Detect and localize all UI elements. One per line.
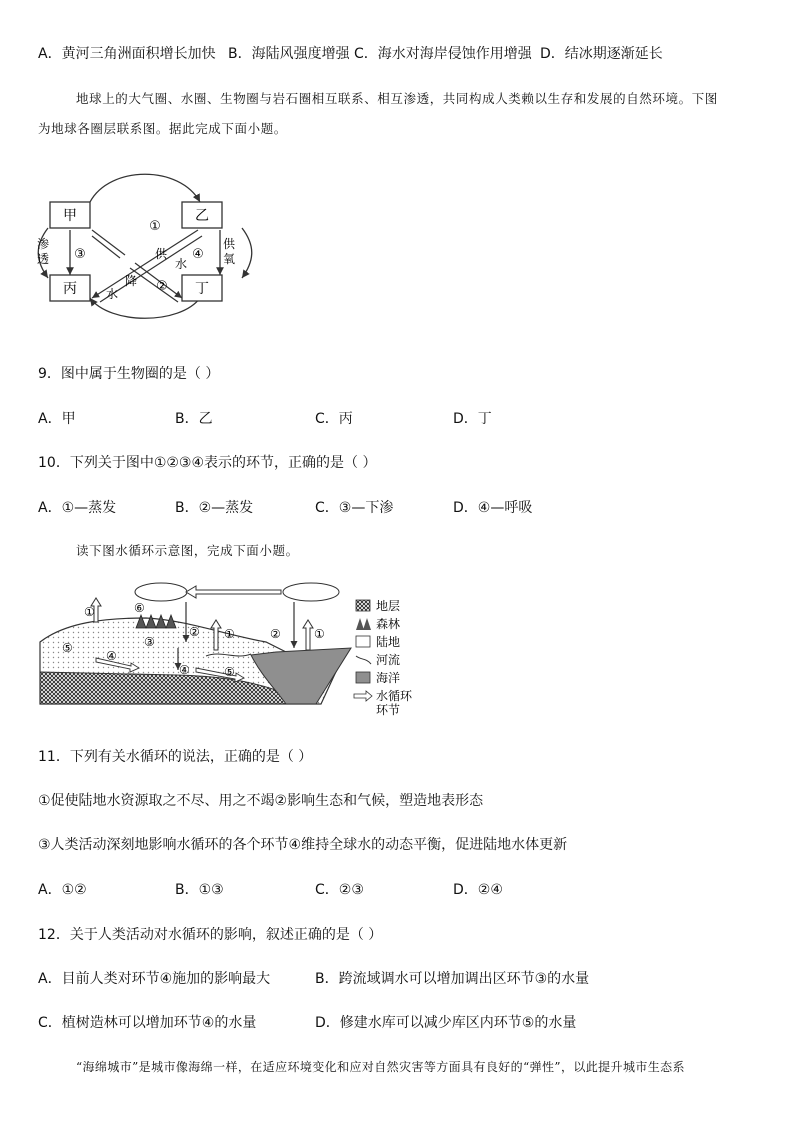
- passage1-line1: 地球上的大气圈、水圈、生物圈与岩石圈相互联系、相互渗透，共同构成人类赖以生存和发展的自然环境。下图: [76, 91, 718, 106]
- arrow-evap-ocean: [303, 620, 313, 650]
- q12-stem: 12．关于人类活动对水循环的影响，叙述正确的是（ ）: [38, 927, 383, 943]
- passage2: 读下图水循环示意图，完成下面小题。: [76, 543, 299, 558]
- num-1: ①: [149, 219, 161, 234]
- legend-strata-swatch: [356, 600, 370, 611]
- num-4: ④: [192, 247, 204, 262]
- dg-n5a: ⑤: [62, 641, 73, 655]
- vapor-transport-arrow: [186, 586, 281, 598]
- legend-land: 陆地: [376, 635, 401, 649]
- legend-forest: 森林: [376, 617, 401, 631]
- q9-option-c[interactable]: C．丙: [315, 411, 353, 427]
- q12-option-a[interactable]: A．目前人类对环节④施加的影响最大: [38, 971, 271, 987]
- sphere-relationship-diagram: [30, 160, 260, 320]
- q10-stem: 10．下列关于图中①②③④表示的环节，正确的是（ ）: [38, 455, 377, 471]
- label-ding: 丁: [195, 281, 209, 297]
- legend-ocean-swatch: [356, 672, 370, 683]
- dg-n5b: ⑤: [224, 665, 235, 679]
- legend-land-swatch: [356, 636, 370, 647]
- label-shui-mid: 水: [174, 257, 188, 271]
- q11-option-d[interactable]: D．②④: [453, 882, 503, 898]
- dg-n1a: ①: [84, 605, 95, 619]
- q11-option-b[interactable]: B．①③: [175, 882, 224, 898]
- q9-option-a[interactable]: A．甲: [38, 411, 76, 427]
- passage3: “海绵城市”是城市像海绵一样，在适应环境变化和应对自然灾害等方面具有良好的“弹性”，以此提升城市生态系: [76, 1060, 685, 1074]
- legend: [354, 598, 413, 717]
- q10-option-b[interactable]: B．②—蒸发: [175, 500, 254, 516]
- q10-option-d[interactable]: D．④—呼吸: [453, 500, 533, 516]
- dg-n3: ③: [144, 635, 155, 649]
- dg-n2a: ②: [189, 625, 200, 639]
- label-yang: 氧: [222, 252, 236, 266]
- cloud-left: [135, 583, 187, 601]
- label-bing: 丙: [63, 281, 77, 297]
- water-cycle-diagram: [36, 580, 436, 720]
- label-yi: 乙: [195, 208, 209, 224]
- num-2: ②: [156, 279, 168, 294]
- option-c-prev: C．海水对海岸侵蚀作用增强: [354, 46, 532, 62]
- q11-option-c[interactable]: C．②③: [315, 882, 364, 898]
- dg-n4a: ④: [106, 649, 117, 663]
- label-gong-mid: 供: [154, 247, 168, 261]
- legend-cycle-2: 环节: [376, 703, 401, 717]
- q9-option-b[interactable]: B．乙: [175, 411, 213, 427]
- dg-n1b: ①: [224, 627, 235, 641]
- option-a-prev: A．黄河三角洲面积增长加快: [38, 46, 216, 62]
- arc-top: [90, 174, 200, 202]
- legend-cycle-1: 水循环: [376, 689, 413, 703]
- passage1-line2: 为地球各圈层联系图。据此完成下面小题。: [38, 121, 287, 136]
- label-shui-low: 水: [105, 287, 119, 301]
- dg-n6: ⑥: [134, 601, 145, 615]
- legend-cycle-arrow-icon: [354, 691, 372, 701]
- q11-statement-1: ①促使陆地水资源取之不尽、用之不竭②影响生态和气候，塑造地表形态: [38, 793, 484, 809]
- q12-option-b[interactable]: B．跨流域调水可以增加调出区环节③的水量: [315, 971, 590, 987]
- cloud-right: [283, 583, 339, 601]
- num-3: ③: [74, 247, 86, 262]
- q10-option-c[interactable]: C．③—下渗: [315, 500, 394, 516]
- legend-ocean: 海洋: [376, 671, 401, 685]
- q9-option-d[interactable]: D．丁: [453, 411, 492, 427]
- legend-forest-icon: [356, 618, 371, 630]
- q11-stem: 11．下列有关水循环的说法，正确的是（ ）: [38, 749, 313, 765]
- legend-river: 河流: [376, 653, 401, 667]
- label-shen: 渗: [36, 237, 50, 251]
- q12-option-c[interactable]: C．植树造林可以增加环节④的水量: [38, 1015, 257, 1031]
- q12-option-d[interactable]: D．修建水库可以减少库区内环节⑤的水量: [315, 1015, 577, 1031]
- dg-n2b: ②: [270, 627, 281, 641]
- dg-n1c: ①: [314, 627, 325, 641]
- option-b-prev: B．海陆风强度增强: [228, 46, 350, 62]
- label-jiang: 降: [124, 274, 138, 288]
- legend-strata: 地层: [376, 599, 401, 613]
- q9-stem: 9．图中属于生物圈的是（ ）: [38, 366, 220, 382]
- legend-river-icon: [356, 656, 371, 664]
- q10-option-a[interactable]: A．①—蒸发: [38, 500, 117, 516]
- label-tou: 透: [36, 252, 50, 266]
- arc-right: [242, 228, 252, 278]
- q11-option-a[interactable]: A．①②: [38, 882, 87, 898]
- dg-n4b: ④: [179, 663, 190, 677]
- option-d-prev: D．结冰期逐渐延长: [540, 46, 663, 62]
- label-gong-right: 供: [222, 237, 236, 251]
- label-jia: 甲: [63, 208, 77, 224]
- q11-statement-2: ③人类活动深刻地影响水循环的各个环节④维持全球水的动态平衡，促进陆地水体更新: [38, 837, 568, 853]
